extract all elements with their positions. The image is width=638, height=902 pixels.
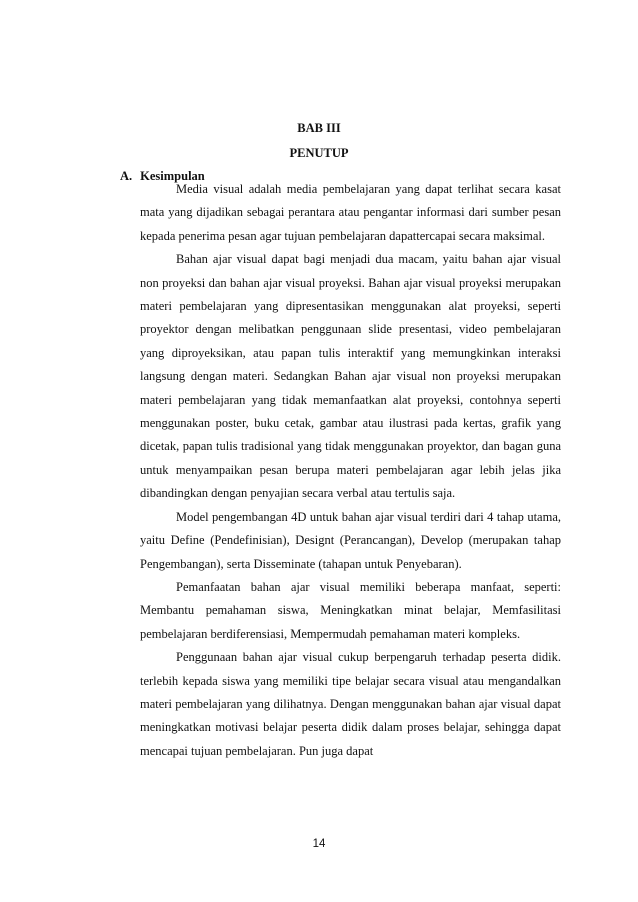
section-title: Kesimpulan (140, 169, 205, 183)
chapter-title: PENUTUP (289, 146, 349, 160)
paragraph: Penggunaan bahan ajar visual cukup berpengaruh terhadap peserta didik. terlebih kepada siswa yang memiliki tipe belajar secara visual atau mengandalkan materi pembelajaran yang dilihatnya. Dengan menggunakan bahan ajar visual dapat meningkatkan motivasi belajar peserta didik dalam proses belajar, sehingga dapat mencapai tujuan pembelajaran. Pun juga dapat (140, 650, 561, 758)
paragraph: Media visual adalah media pembelajaran yang dapat terlihat secara kasat mata yang dijadikan sebagai perantara atau pengantar informasi dari sumber pesan kepada penerima pesan agar tujuan pembelajaran dapattercapai secara maksimal. (140, 182, 561, 243)
body-text (140, 178, 561, 763)
paragraph: Pemanfaatan bahan ajar visual memiliki beberapa manfaat, seperti: Membantu pemahaman siswa, Meningkatkan minat belajar, Memfasilitasi pembelajaran berdiferensiasi, Mempermudah pemahaman materi kompleks. (140, 579, 561, 641)
page-number: 14 (312, 838, 326, 850)
paragraph: Bahan ajar visual dapat bagi menjadi dua macam, yaitu bahan ajar visual non proyeksi dan bahan ajar visual proyeksi. Bahan ajar visual proyeksi merupakan materi pembelajaran yang dipresentasikan menggunakan alat proyeksi, seperti proyektor dengan melibatkan penggunaan slide presentasi, video pembelajaran yang diproyeksikan, atau papan tulis interaktif yang memungkinkan interaksi langsung dengan materi. Sedangkan Bahan ajar visual non proyeksi merupakan materi pembelajaran yang tidak memanfaatkan alat proyeksi, contohnya seperti menggunakan poster, buku cetak, gambar atau ilustrasi pada kertas, grafik yang dicetak, papan tulis tradisional yang tidak menggunakan proyektor, dan bagan guna untuk menyampaikan pesan berupa materi pembelajaran agar lebih jelas jika dibandingkan dengan penyajian secara verbal atau tertulis saja. (140, 252, 561, 501)
chapter-number: BAB III (297, 121, 341, 135)
section-letter: A. (120, 169, 133, 183)
paragraph: Model pengembangan 4D untuk bahan ajar visual terdiri dari 4 tahap utama, yaitu Define (Pendefinisian), Designt (Perancangan), Develop (merupakan tahap Pengembangan), serta Disseminate (tahapan untuk Penyebaran). (140, 509, 561, 571)
